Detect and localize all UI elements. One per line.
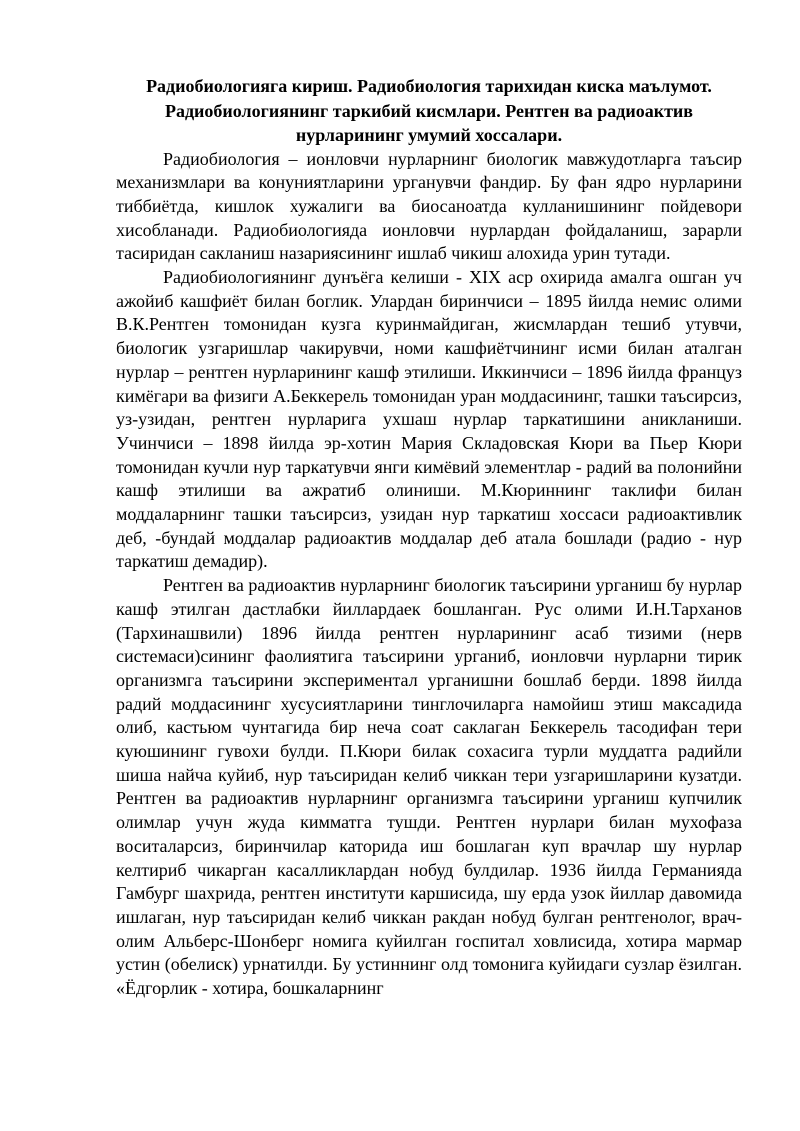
title-line: Радиобиологияга кириш. Радиобиология тарихидан киска маълумот. xyxy=(146,76,712,96)
title-line: Радиобиологиянинг таркибий кисмлари. Рентген ва радиоактив xyxy=(164,100,694,121)
paragraph-history: Радиобиологиянинг дунъёга келиши - XIX аср охирида амалга ошган уч ажойиб кашфиёт билан боглик. Улардан биринчиси – 1895 йилда немис олими В.К.Рентген томонидан кузга куринмайдиган, жисмлардан тешиб утувчи, биологик узгаришлар чакирувчи, номи кашфиётчининг исми билан аталган нурлар – рентген нурларининг кашф этилиши. Иккинчиси – 1896 йилда француз кимёгари ва физиги А.Беккерель томонидан уран моддасининг, ташки таъсирсиз, уз-узидан, рентген нурларига ухшаш нурлар таркатишини аникланиши. Учинчиси – 1898 йилда эр-хотин Мария Складовская Кюри ва Пьер Кюри томонидан кучли нур таркатувчи янги кимёвий элементлар - радий ва полонийни кашф этилиши ва ажратиб олиниши. М.Кюриннинг таклифи билан моддаларнинг ташки таъсирсиз, узидан нур таркатиш хоссаси радиоактивлик деб, -бундай моддалар радиоактив моддалар деб атала бошлади (радио - нур таркатиш демадир). xyxy=(116,267,742,572)
title-line: нурларининг умумий хоссалари. xyxy=(295,125,563,145)
paragraph-intro: Радиобиология – ионловчи нурларнинг биологик мавжудотларга таъсир механизмлари ва конуниятларини урганувчи фандир. Бу фан ядро нурларини тиббиётда, кишлок хужалиги ва биосаноатда кулланишининг пойдевори хисобланади. Радиобиологияда ионловчи нурлардан фойдаланиш, зарарли тасиридан сакланиш назариясининг ишлаб чикиш алохида урин тутади. xyxy=(116,148,742,264)
paragraph-biological-effects: Рентген ва радиоактив нурларнинг биологик таъсирини урганиш бу нурлар кашф этилган дастлабки йиллардаек бошланган. Рус олими И.Н.Тарханов (Тархинашвили) 1896 йилда рентген нурларининг асаб тизими (нерв системаси)сининг фаолиятига таъсирини урганиб, ионловчи нурларни тирик организмга таъсирини экспериментал урганишни бошлаб берди. 1898 йилда радий моддасининг хусусиятларини тинглочиларга намойиш этиш максадида олиб, кастьюм чунтагида бир неча соат саклаган Беккерель тасодифан тери куюшининг гувохи булди. П.Кюри билак сохасига турли муддатга радийли шиша найча куйиб, нур таъсиридан келиб чиккан тери узгаришларини кузатди. Рентген ва радиоактив нурларнинг организмга таъсирини урганиш купчилик олимлар учун жуда кимматга тушди. Рентген нурлари билан мухофаза воситаларсиз, биринчилар каторида иш бошлаган куп врачлар шу нурлар келтириб чикарган касалликлардан нобуд булдилар. 1936 йилда Германияда Гамбург шахрида, рентген институти каршисида, шу ерда узок йиллар давомида ишлаган, нур таъсиридан келиб чиккан ракдан нобуд булган рентгенолог, врач-олим Альберс-Шонберг номига куйилган госпитал ховлисида, хотира мармар устин (обелиск) урнатилди. Бу устиннинг олд томонига куйидаги сузлар ёзилган. «Ёдгорлик - хотира, бошкаларнинг xyxy=(116,575,742,999)
document-page xyxy=(116,74,742,1001)
document-title xyxy=(116,74,742,148)
